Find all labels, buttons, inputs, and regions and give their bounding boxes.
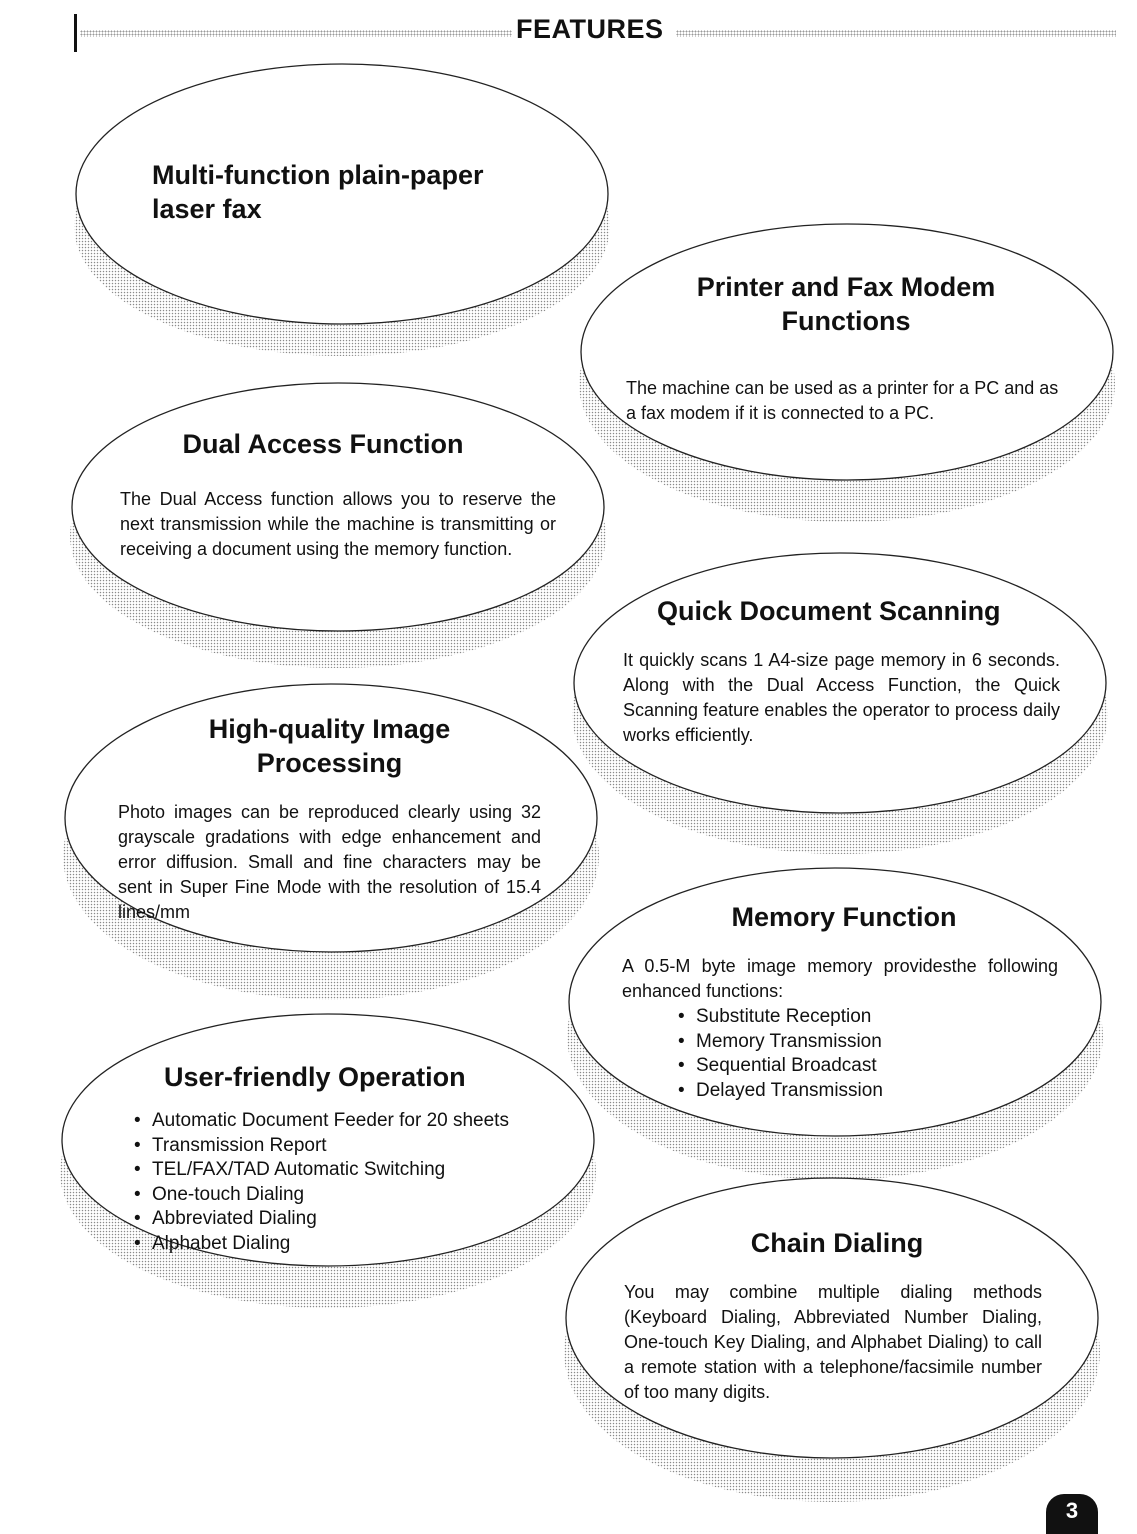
- feature-image-processing: [118, 712, 541, 925]
- list-item: • Substitute Reception: [678, 1005, 1058, 1030]
- list-item: • Memory Transmission: [678, 1030, 1058, 1055]
- feature-chain-dialing: [624, 1226, 1042, 1405]
- feature-title: Multi-function plain-paper laser fax: [152, 160, 484, 224]
- feature-dual-access: [120, 427, 556, 562]
- feature-body: The Dual Access function allows you to reserve the next transmission while the machine is transmitting or receiving a document using the memory function.: [120, 489, 556, 559]
- list-item: • Delayed Transmission: [678, 1079, 1058, 1104]
- feature-memory-function: [622, 900, 1058, 1103]
- feature-body: Photo images can be reproduced clearly using 32 grayscale gradations with edge enhancement and error diffusion. Small and fine characters may be sent in Super Fine Mode with the resolution of 15.4 lines/mm: [118, 802, 541, 922]
- feature-body: It quickly scans 1 A4-size page memory in 6 seconds. Along with the Dual Access Function, the Quick Scanning feature enables the operator to process daily works efficiently.: [623, 650, 1060, 745]
- list-item: • Sequential Broadcast: [678, 1054, 1058, 1079]
- feature-body: You may combine multiple dialing methods (Keyboard Dialing, Abbreviated Number Dialing, One-touch Key Dialing, and Alphabet Dialing) to call a remote station with a telephone/facsimile number of too many digits.: [624, 1282, 1042, 1402]
- feature-quick-scanning: [623, 594, 1060, 748]
- feature-body: The machine can be used as a printer for a PC and as a fax modem if it is connected to a PC.: [626, 378, 1059, 423]
- feature-title: Memory Function: [731, 902, 957, 932]
- feature-user-friendly: [134, 1060, 574, 1256]
- feature-title: Printer and Fax Modem Functions: [696, 272, 996, 336]
- list-item: • Abbreviated Dialing: [134, 1207, 574, 1232]
- page-number: 3: [1065, 1498, 1079, 1523]
- page-number-tab: [1046, 1494, 1098, 1534]
- list-item: • Automatic Document Feeder for 20 sheets: [134, 1109, 574, 1134]
- feature-title: Dual Access Function: [182, 429, 464, 459]
- page-title: FEATURES: [516, 14, 664, 44]
- feature-bullet-list: [678, 1005, 1058, 1103]
- list-item: • Transmission Report: [134, 1134, 574, 1159]
- feature-printer-fax-modem: [626, 270, 1066, 426]
- list-item: • Alphabet Dialing: [134, 1232, 574, 1257]
- feature-title: Chain Dialing: [750, 1228, 924, 1258]
- feature-bullet-list: [134, 1109, 574, 1256]
- feature-title: High-quality Image Processing: [208, 714, 451, 778]
- list-item: • TEL/FAX/TAD Automatic Switching: [134, 1158, 574, 1183]
- feature-title: User-friendly Operation: [164, 1062, 466, 1092]
- list-item: • One-touch Dialing: [134, 1183, 574, 1208]
- feature-body: A 0.5-M byte image memory providesthe following enhanced functions:: [622, 956, 1058, 1001]
- feature-title: Quick Document Scanning: [657, 596, 1001, 626]
- feature-multifunction: [152, 158, 532, 226]
